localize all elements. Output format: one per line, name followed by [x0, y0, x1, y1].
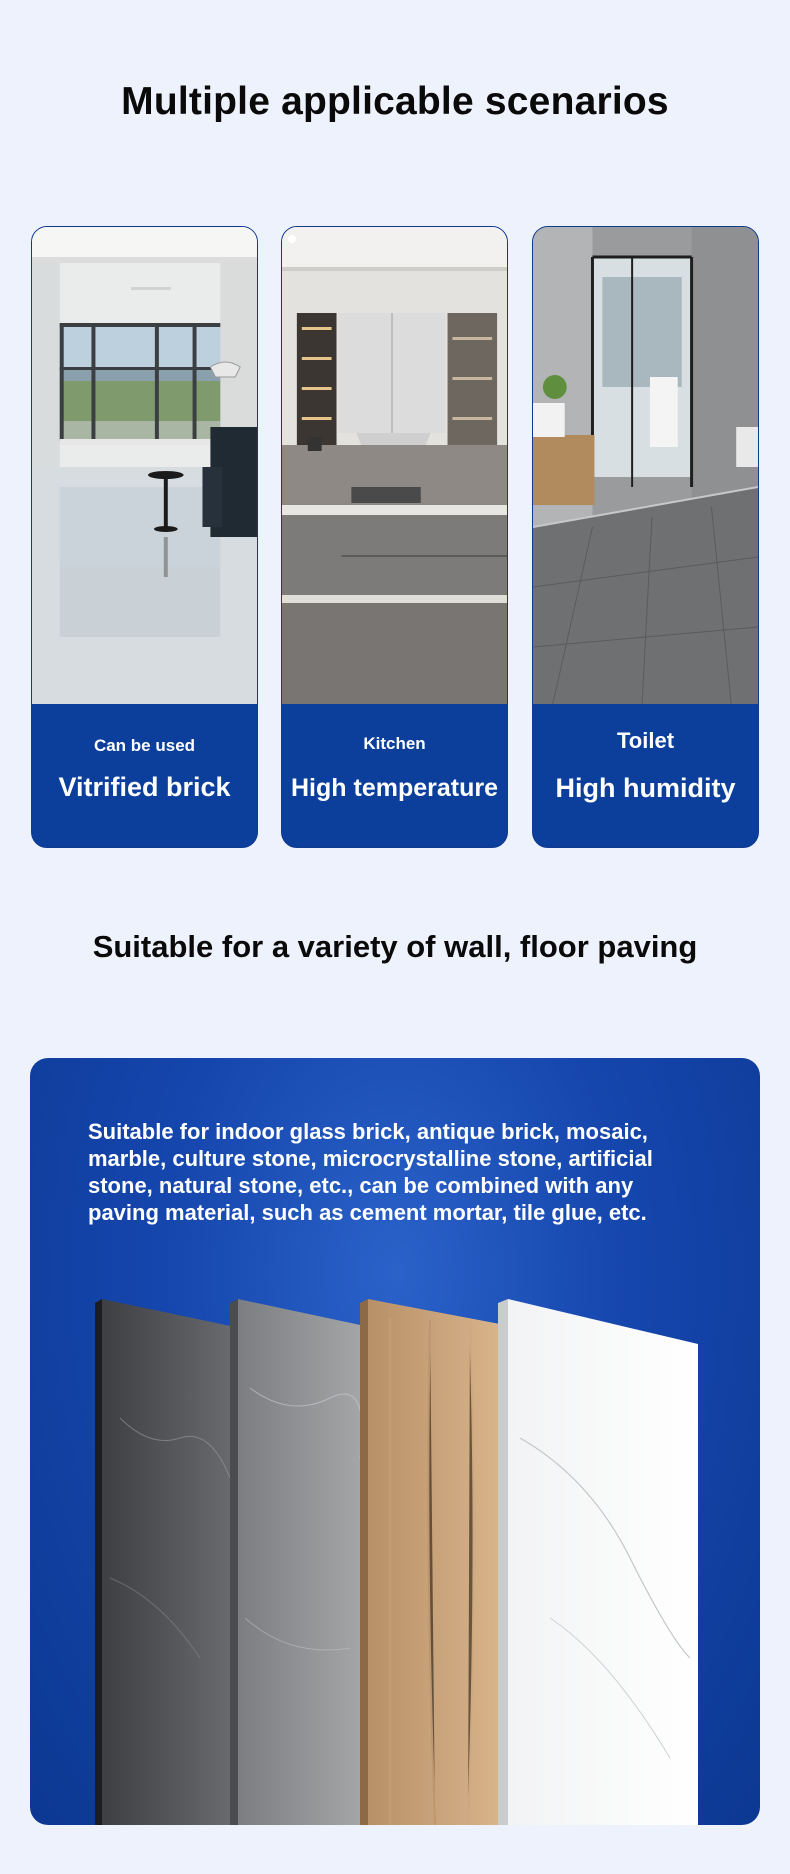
card-small-label: Can be used — [93, 736, 196, 755]
card-big-label: Vitrified brick — [58, 772, 231, 802]
materials-panel — [30, 1058, 760, 1825]
scenario-card-living-room — [31, 226, 258, 848]
materials-description — [88, 1118, 728, 1226]
section-title-scenarios: Multiple applicable scenarios — [121, 80, 669, 123]
scenario-card-kitchen — [281, 226, 508, 848]
description-line: Suitable for indoor glass brick, antique brick, mosaic, — [88, 1119, 648, 1144]
tile-wood — [360, 1299, 500, 1825]
bathroom-photo — [533, 227, 758, 704]
card-label-band — [32, 704, 257, 848]
living-room-photo — [32, 227, 257, 704]
tile-dark-grey — [95, 1299, 240, 1825]
card-label-band — [533, 704, 758, 848]
tile-white-marble — [498, 1299, 698, 1825]
description-line: paving material, such as cement mortar, tile glue, etc. — [88, 1200, 647, 1225]
card-big-label: High humidity — [555, 773, 736, 803]
scenario-cards — [31, 226, 761, 848]
card-label-band — [282, 704, 507, 848]
tile-grey — [230, 1299, 365, 1825]
scenario-card-bathroom — [532, 226, 759, 848]
card-small-label: Toilet — [616, 728, 675, 753]
description-line: marble, culture stone, microcrystalline stone, artificial — [88, 1146, 653, 1171]
card-big-label: High temperature — [291, 774, 498, 802]
card-small-label: Kitchen — [363, 734, 426, 753]
description-line: stone, natural stone, etc., can be combined with any — [88, 1173, 634, 1198]
kitchen-photo — [282, 227, 507, 704]
section-title-paving: Suitable for a variety of wall, floor paving — [92, 929, 698, 964]
